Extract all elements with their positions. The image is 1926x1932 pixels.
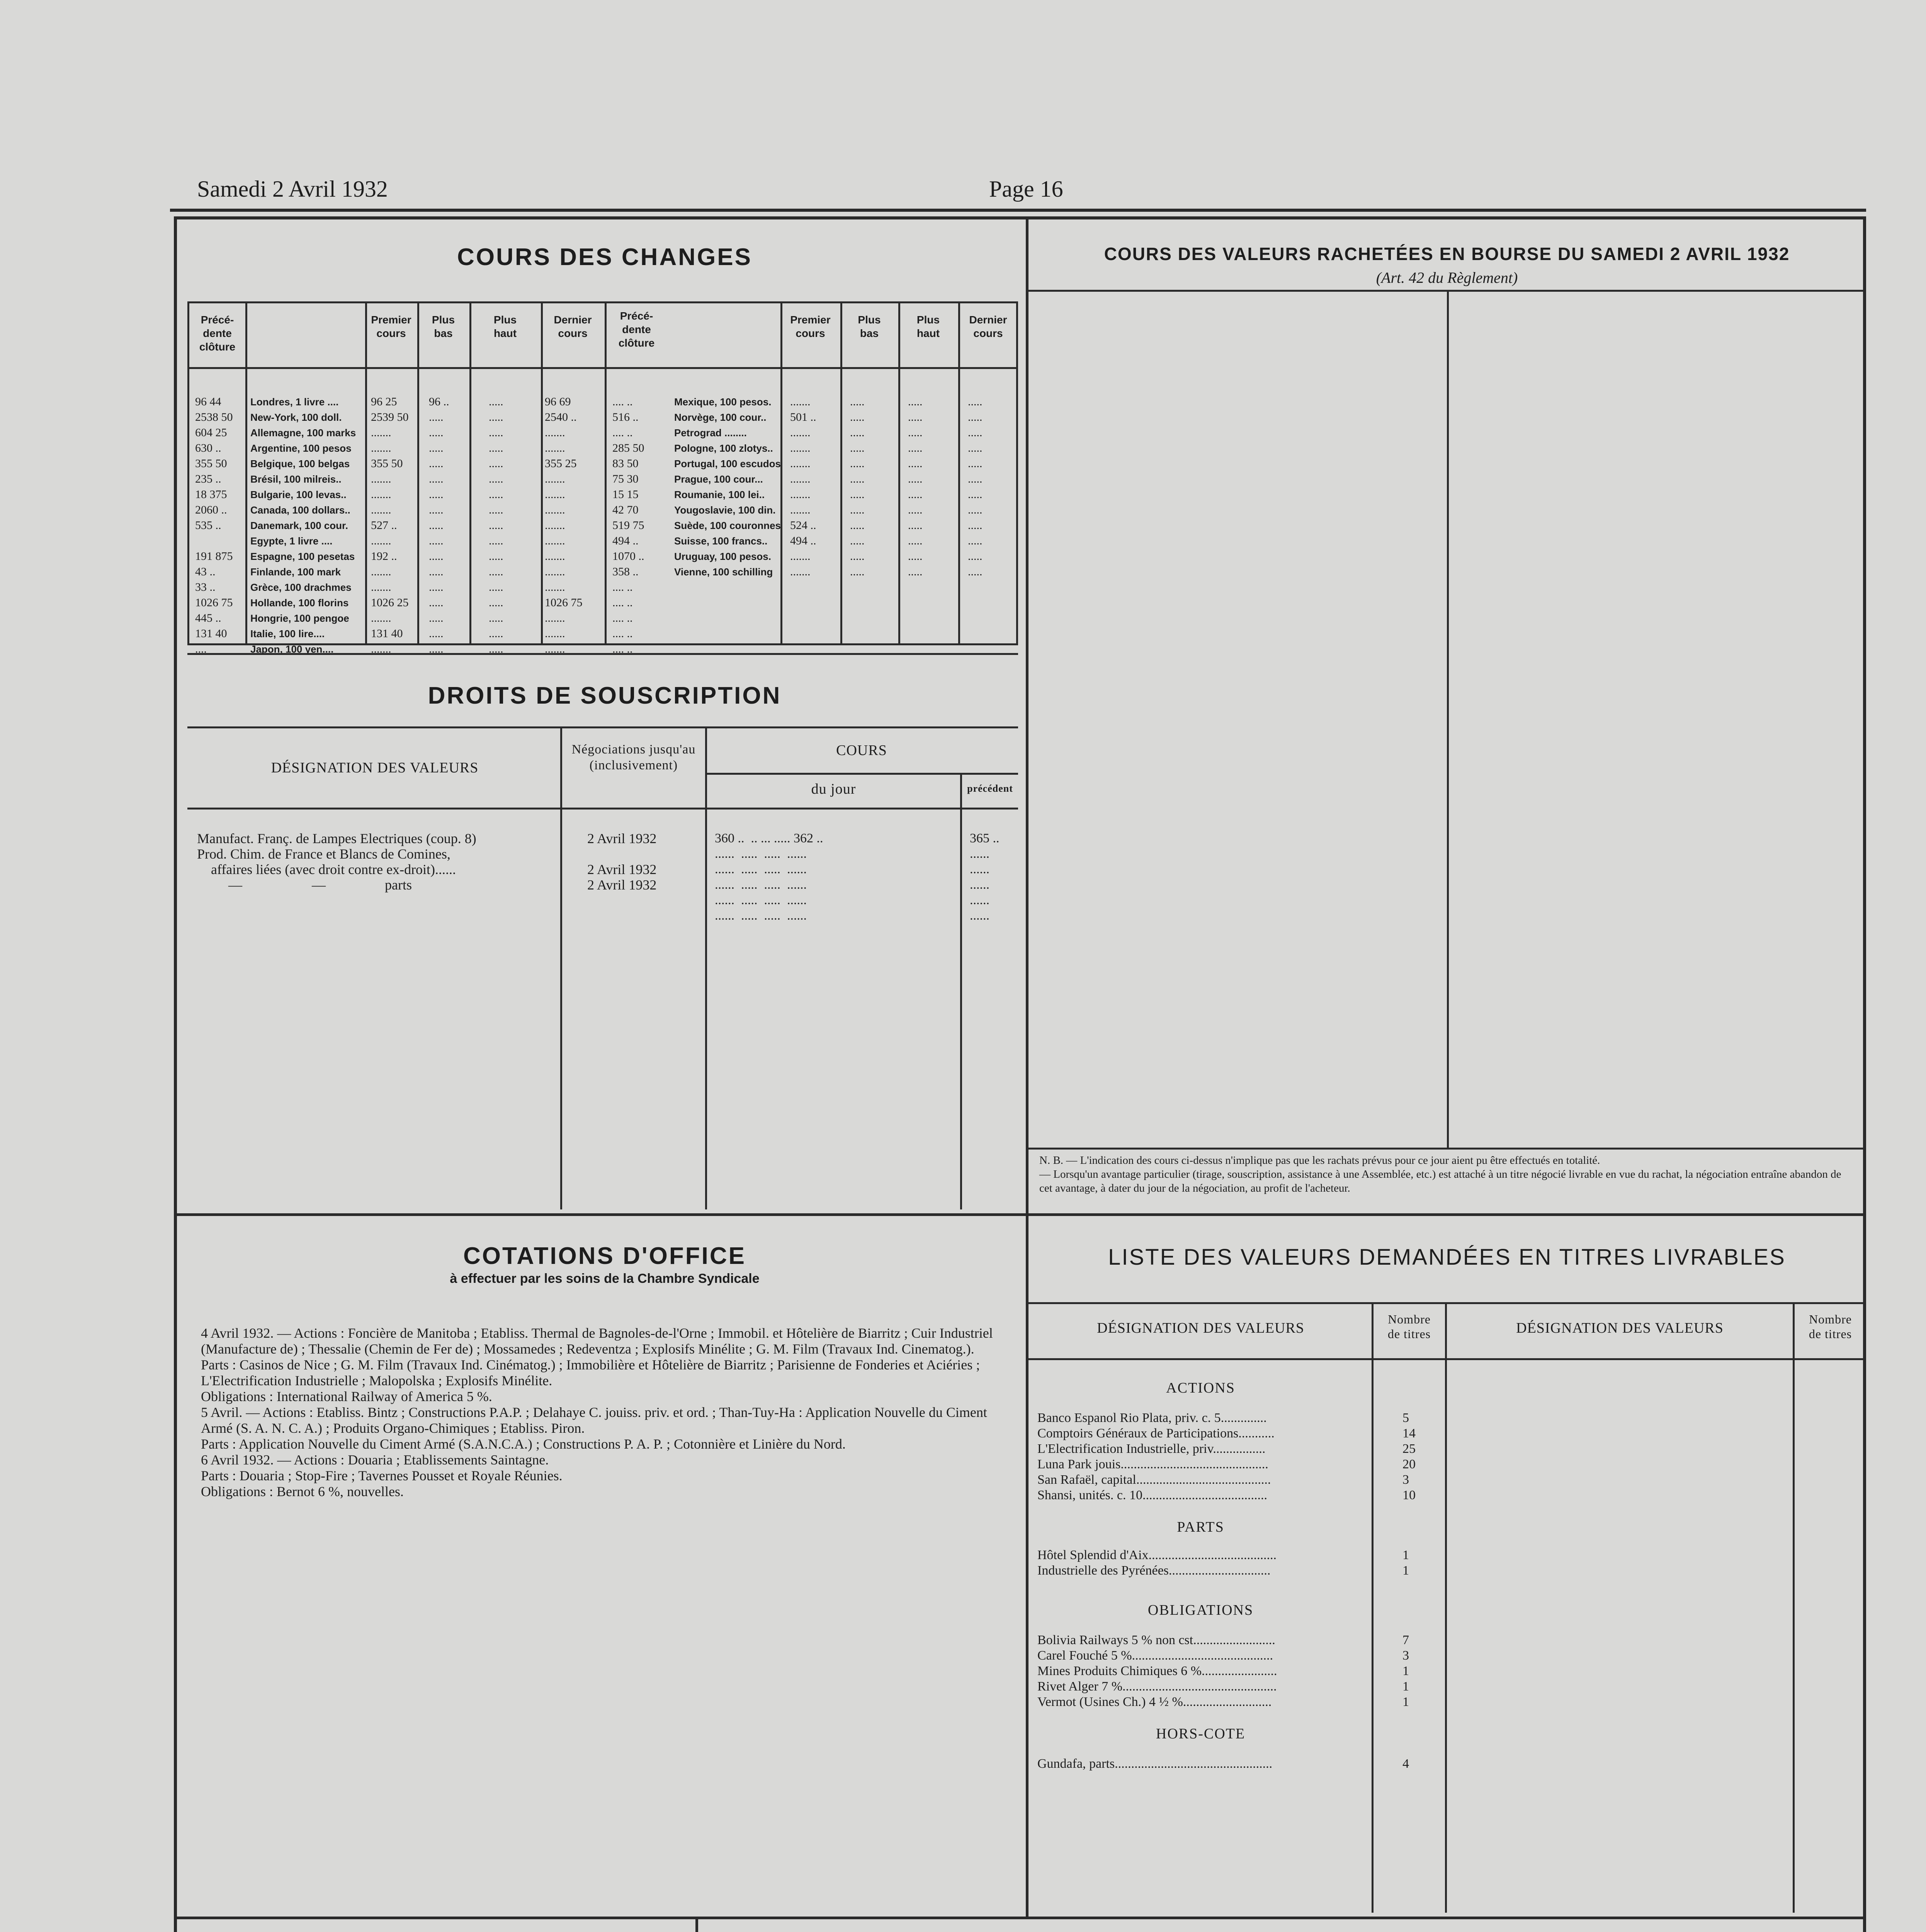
- souscription-col-precedent: précédent: [967, 783, 1013, 794]
- souscription-dates: 2 Avril 1932 2 Avril 1932 2 Avril 1932: [587, 831, 657, 893]
- liste-oblig-label: OBLIGATIONS: [1147, 1602, 1254, 1618]
- col-first-2: Premier cours: [790, 314, 831, 339]
- liste-actions-names: Banco Espanol Rio Plata, priv. c. 5.............. Comptoirs Généraux de Participations........... L'Electrification Industrielle, priv................ Luna Park jouis............................................. San Rafaël, capital......................................... Shansi, unités. c. 10......................................: [1037, 1411, 1275, 1502]
- changes-title: COURS DES CHANGES: [457, 244, 752, 270]
- header-rule: [170, 209, 1866, 212]
- page-date: Samedi 2 Avril 1932: [197, 176, 388, 202]
- lower-divider: [174, 1917, 1866, 1919]
- left-high-values: ..... ..... ..... ..... ..... ..... ..... ..... ..... ..... ..... ..... ..... ..... ..... ..... .....: [489, 395, 503, 655]
- left-low-values: 96 .. ..... ..... ..... ..... ..... ..... ..... ..... ..... ..... ..... ..... ..... ..... ..... .....: [429, 395, 449, 655]
- souscription-cours-rule: [705, 773, 1018, 775]
- liste-title: LISTE DES VALEURS DEMANDÉES EN TITRES LIVRABLES: [1108, 1245, 1786, 1270]
- rachetees-bottom-rule: [1028, 1148, 1866, 1150]
- cotations-title: COTATIONS D'OFFICE: [463, 1243, 746, 1269]
- liste-parts-names: Hôtel Splendid d'Aix....................................... Industrielle des Pyrénées...............................: [1037, 1548, 1277, 1578]
- liste-horscote-label: HORS-COTE: [1156, 1726, 1246, 1742]
- liste-col-nombre: Nombre de titres: [1387, 1312, 1431, 1341]
- col-high-2: Plus haut: [916, 314, 940, 339]
- left-currency-names: Londres, 1 livre .... New-York, 100 doll. Allemagne, 100 marks Argentine, 100 pesos Belgique, 100 belgas Brésil, 100 milreis.. Bulgarie, 100 levas.. Canada, 100 dollars.. Danemark, 100 cour. Egypte, 1 livre .... Espagne, 100 pesetas Finlande, 100 mark Grèce, 100 drachmes Hollande, 100 florins Hongrie, 100 pengoe Italie, 100 lire.... Japon, 100 yen....: [250, 396, 356, 655]
- souscription-col-du-jour: du jour: [811, 781, 856, 797]
- souscription-vline: [560, 726, 562, 1209]
- middle-divider: [174, 1213, 1866, 1216]
- col-last-2: Dernier cours: [969, 314, 1007, 339]
- changes-vline: [541, 301, 543, 645]
- souscription-col-designation: DÉSIGNATION DES VALEURS: [271, 760, 479, 776]
- right-currency-names: Mexique, 100 pesos. Norvège, 100 cour.. Petrograd ........ Pologne, 100 zlotys.. Portugal, 100 escudos Prague, 100 cour... Roumanie, 100 lei.. Yougoslavie, 100 din. Suède, 100 couronnes Suisse, 100 francs.. Uruguay, 100 pesos. Vienne, 100 schilling: [674, 396, 781, 578]
- changes-vline: [840, 301, 842, 645]
- liste-horscote-counts: 4: [1402, 1757, 1409, 1771]
- right-low-values: ..... ..... ..... ..... ..... ..... ..... ..... ..... ..... ..... .....: [850, 395, 865, 578]
- col-first: Premier cours: [371, 314, 411, 339]
- left-prev-values: 96 44 2538 50 604 25 630 .. 355 50 235 .. 18 375 2060 .. 535 .. 191 875 43 .. 33 .. 1026 75 445 .. 131 40 ....: [195, 395, 233, 655]
- upper-column-divider: [1026, 216, 1028, 1917]
- changes-vline: [417, 301, 419, 645]
- right-high-values: ..... ..... ..... ..... ..... ..... ..... ..... ..... ..... ..... .....: [908, 395, 923, 578]
- liste-oblig-names: Bolivia Railways 5 % non cst......................... Carel Fouché 5 %........................................... Mines Produits Chimiques 6 %....................... Rivet Alger 7 %............................................... Vermot (Usines Ch.) 4 ½ %...........................: [1037, 1633, 1277, 1709]
- col-high: Plus haut: [493, 314, 517, 339]
- col-low-2: Plus bas: [858, 314, 881, 339]
- liste-oblig-counts: 7 3 1 1 1: [1402, 1633, 1409, 1709]
- liste-header-top: [1028, 1302, 1866, 1304]
- col-last: Dernier cours: [554, 314, 592, 339]
- right-last-values: ..... ..... ..... ..... ..... ..... ..... ..... ..... ..... ..... .....: [968, 395, 983, 578]
- liste-vline: [1793, 1302, 1795, 1913]
- col-prev-close: Précé- dente clôture: [199, 314, 236, 353]
- cotations-subtitle: à effectuer par les soins de la Chambre Syndicale: [450, 1271, 760, 1286]
- col-low: Plus bas: [432, 314, 455, 339]
- souscription-rows: Manufact. Franç. de Lampes Electriques (coup. 8) Prod. Chim. de France et Blancs de Comines, affaires liées (avec droit contre ex-droit)...... — — parts: [197, 831, 476, 893]
- souscription-col-cours: COURS: [836, 742, 887, 759]
- souscription-col-negociations: Négociations jusqu'au (inclusivement): [571, 742, 696, 772]
- souscription-vline: [705, 726, 707, 1209]
- rachetees-subtitle: (Art. 42 du Règlement): [1376, 269, 1518, 286]
- liste-vline: [1445, 1302, 1447, 1913]
- changes-vline: [958, 301, 960, 645]
- liste-horscote-names: Gundafa, parts................................................: [1037, 1757, 1273, 1771]
- right-first-values: ....... 501 .. ....... ....... ....... ....... ....... ....... 524 .. 494 .. ....... .......: [790, 395, 816, 578]
- liste-col-designation-2: DÉSIGNATION DES VALEURS: [1516, 1320, 1724, 1336]
- liste-parts-label: PARTS: [1177, 1519, 1224, 1535]
- souscription-vline: [960, 773, 962, 1209]
- changes-vline: [245, 301, 247, 645]
- right-prev-values: .... .. 516 .. .... .. 285 50 83 50 75 30 15 15 42 70 519 75 494 .. 1070 .. 358 .. .... .. .... .. .... .. .... .. .... ..: [612, 395, 644, 655]
- souscription-top-rule: [187, 653, 1018, 655]
- liste-parts-counts: 1 1: [1402, 1548, 1409, 1578]
- rachetees-vline: [1447, 290, 1449, 1148]
- cotations-text: 4 Avril 1932. — Actions : Foncière de Manitoba ; Etabliss. Thermal de Bagnoles-de-l'Orne ; Immobil. et Hôtelière de Biarritz ; Cuir Industriel (Manufacture de) ; Thessalie (Chemin de Fer de) ; Mossamedes ; Redeventza ; Explosifs Minélite ; G. M. Film (Travaux Ind. Cinematog.). Parts : Casinos de Nice ; G. M. Film (Travaux Ind. Cinématog.) ; Immobilière et Hôtelière de Biarritz ; Parisienne de Fonderies et Aciéries ; L'Electrification Industrielle ; Malopolska ; Explosifs Minélite. Obligations : International Railway of America 5 %. 5 Avril. — Actions : Etabliss. Bintz ; Constructions P.A.P. ; Delahaye C. jouiss. priv. et ord. ; Than-Tuy-Ha : Application Nouvelle du Ciment Armé (S. A. N. C. A.) ; Produits Organo-Chimiques ; Etabliss. Piron. Parts : Application Nouvelle du Ciment Armé (S.A.N.C.A.) ; Constructions P. A. P. ; Cotonnière et Linière du Nord. 6 Avril 1932. — Actions : Douaria ; Etablissements Saintagne. Parts : Douaria ; Stop-Fire ; Tavernes Pousset et Royale Réunies. Obligations : Bernot 6 %, nouvelles.: [201, 1325, 993, 1499]
- liste-actions-counts: 5 14 25 20 3 10: [1402, 1411, 1416, 1502]
- changes-header-rule: [187, 367, 1018, 369]
- left-last-values: 96 69 2540 .. ....... ....... 355 25 ....... ....... ....... ....... ....... ....... ....... ....... 1026 75 ....... ....... .......: [545, 395, 583, 655]
- liste-col-nombre-2: Nombre de titres: [1809, 1312, 1852, 1341]
- changes-vline: [365, 301, 367, 645]
- changes-vline: [469, 301, 471, 645]
- col-prev-close-2: Précé- dente clôture: [618, 310, 655, 349]
- liste-header-bottom: [1028, 1358, 1866, 1360]
- page-number: Page 16: [989, 176, 1063, 202]
- lower-column-divider: [695, 1917, 698, 1932]
- liste-actions-label: ACTIONS: [1166, 1380, 1235, 1396]
- souscription-header-top: [187, 726, 1018, 728]
- left-first-values: 96 25 2539 50 ....... ....... 355 50 ....... ....... ....... 527 .. ....... 192 .. ....... ....... 1026 25 ....... 131 40 .......: [371, 395, 409, 655]
- souscription-title: DROITS DE SOUSCRIPTION: [428, 682, 782, 709]
- changes-vline: [605, 301, 607, 645]
- souscription-header-bottom: [187, 808, 1018, 810]
- rachetees-note: N. B. — L'indication des cours ci-dessus n'implique pas que les rachats prévus pour ce jour aient pu être effectués en totalité. — Lorsqu'un avantage particulier (tirage, souscription, assistance à une Assemblée, etc.) est attaché à un titre négocié livrable en vue du rachat, la négociation entraîne abandon de cet avantage, à dater du jour de la négociation, au profit de l'acheteur.: [1039, 1154, 1841, 1194]
- souscription-du-jour-values: 360 .. .. ... ..... 362 .. ...... ..... ..... ...... ...... ..... ..... ...... ...... ..... ..... ...... ...... ..... ..... ...... ...... ..... ..... ......: [715, 831, 823, 923]
- changes-vline: [898, 301, 900, 645]
- liste-col-designation: DÉSIGNATION DES VALEURS: [1097, 1320, 1304, 1336]
- rachetees-title: COURS DES VALEURS RACHETÉES EN BOURSE DU SAMEDI 2 AVRIL 1932: [1104, 244, 1790, 264]
- liste-vline: [1372, 1302, 1374, 1913]
- souscription-precedent-values: 365 .. ...... ...... ...... ...... ......: [970, 831, 1000, 923]
